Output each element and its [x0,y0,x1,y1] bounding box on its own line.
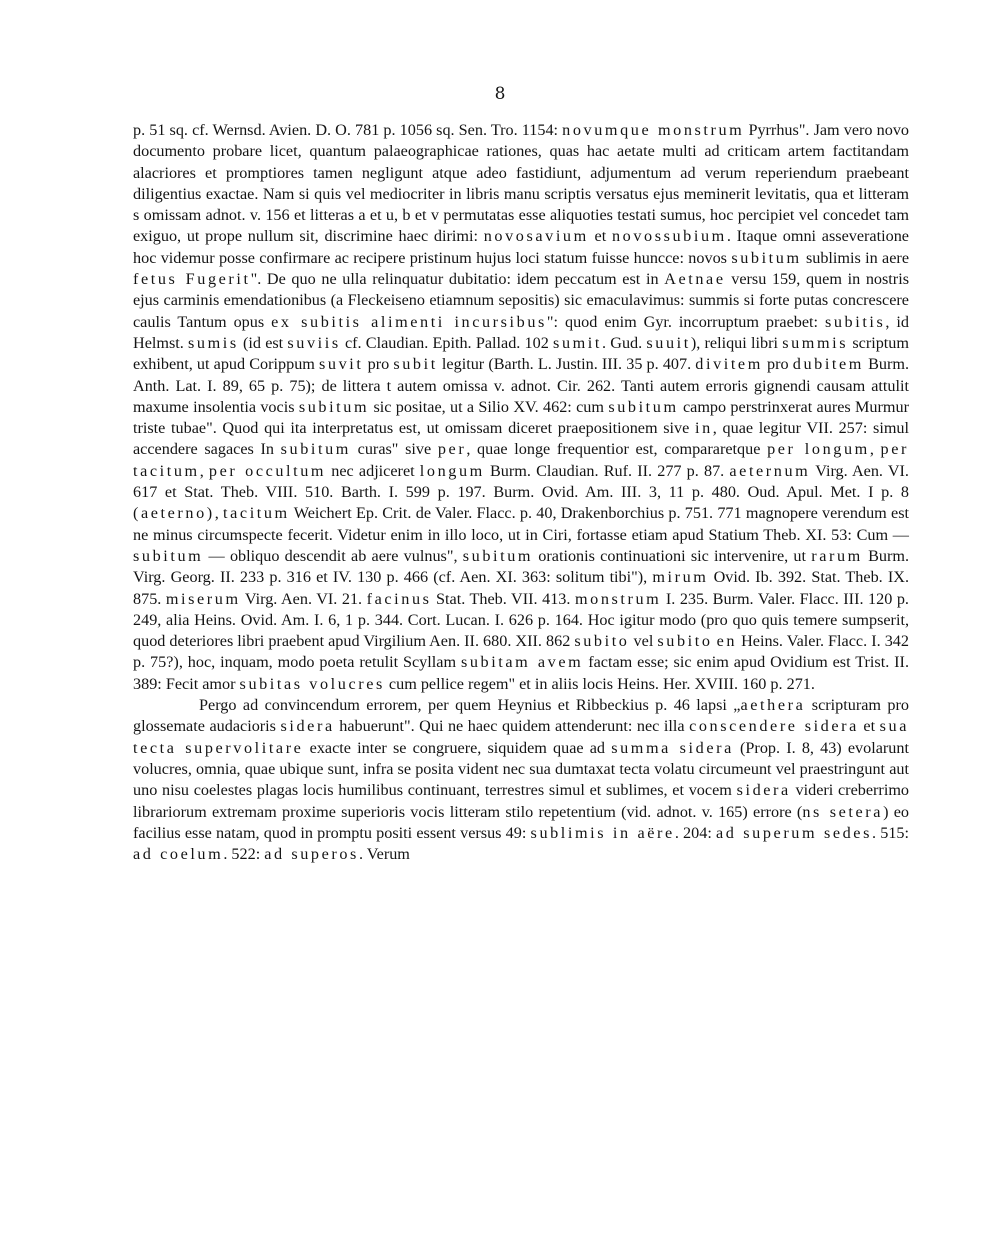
spaced-emphasis: subitum [462,546,534,565]
text-run: ) eo facilius esse natam, quod in promptu positi essent versus 49: [133,802,909,842]
text-run: , [199,461,209,480]
spaced-emphasis: sua tecta supervolitare [133,717,910,757]
text-run: — obliquo descendit ab aere vulnus", [203,546,463,565]
text-run: Virg. Aen. VI. 21. [240,589,367,608]
text-run: Virg. Aen. VI. 617 et Stat. Theb. VIII. 510. Barth. I. 599 p. 197. Burm. Ovid. Am. III. 3, 11 p. 480. Oud. Apul. Met. I p. 8 [133,461,909,502]
spaced-emphasis: en [716,632,738,651]
spaced-emphasis: summis [782,333,849,352]
spaced-emphasis: tacitum [223,504,290,523]
spaced-emphasis: per longum [767,440,870,459]
spaced-emphasis: novumque monstrum [562,121,745,139]
spaced-emphasis: suvit [319,355,364,374]
text-run: , id Helmst. [133,312,910,352]
spaced-emphasis: facinus [366,589,432,608]
spaced-emphasis: novosavium [483,227,589,246]
text-run: , quae longe frequentior est, compararetque [466,440,768,459]
text-run: scriptum exhibent, ut apud Corippum [133,333,909,374]
text-run: videri creberrimo librariorum extremam proxime superioris vocis litteram stilo repetentium (vid. adnot. v. 165) errore ( [133,781,910,821]
spaced-emphasis: sidera [736,781,791,800]
spaced-emphasis: novossubium [611,227,727,246]
text-run: Weichert Ep. Crit. de Valer. Flacc. p. 40, Drakenborchius p. 751. 771 magnopere verendum est ne minus circumspecte fecerit. Videtur enim in illo loco, ut in Ciri, fortasse etiam apud Statium Theb. XI. 53: Cum — [133,504,909,544]
text-run: legitur (Barth. L. Justin. III. 35 p. 407. [437,355,696,374]
text-run: Stat. Theb. VII. 413. [431,589,575,608]
text-run: et [858,717,880,736]
text-run: Pyrrhus". Jam vero novo documento probare licet, quantum palaeographicae rationes, quas hac aetate multi ad criticam artem factitandam alacriores et promptiores tamen negligunt atque adeo fastidiunt, adjumentum ad verum reperiendum praebeant diligentius exactae. Nam si quis vel mediocriter in libris manu scriptis versatus ejus meminerit levitatis, qua et litteram s omissam adnot. v. 156 et litteras a et u, b et v permutatas esse aliquoties testati sumus, hoc percipiet vel concedet tam exiguo, ut prope nullum sit, discrimine haec dirimi: [133,121,910,246]
text-run: curas" sive [350,440,438,459]
text-run: Pergo ad convincendum errorem, per quem Heynius et Ribbeckius p. 46 lapsi „ [199,696,741,715]
text-run: nec adjiceret [326,461,420,480]
text-run: Ovid. Ib. 392. Stat. Theb. IX. 875. [133,568,909,608]
spaced-emphasis: monstrum [574,589,662,608]
spaced-emphasis: summa sidera [611,738,734,757]
paragraph-1 [133,120,909,695]
text-run: Burm. Virg. Georg. II. 233 p. 316 et IV. 130 p. 466 (cf. Aen. XI. 363: solitum tibi"), [133,546,910,587]
spaced-emphasis: Aetnae [664,270,726,289]
text-run: Burm. Anth. Lat. I. 89, 65 p. 75); de littera t autem omissa v. adnot. Cir. 262. Tanti autem erroris gignendi causam attulit maxume insolentia vocis [133,355,910,416]
text-run: ". De quo ne ulla relinquatur dubitatio: idem peccatum est in [250,270,665,289]
text-run: cum pellice regem" et in aliis locis Heins. Her. XVIII. 160 p. 271. [384,674,815,693]
spaced-emphasis: ad superum sedes [716,823,872,842]
spaced-emphasis: suviis [287,333,341,352]
text-run: (Prop. I. 8, 43) evolarunt volucres, omnia, quae ubique sunt, infra se posita vident nec sua dumtaxat tecta volatu circumeunt vel praestringunt aut uno nisu coelestes plagas locis humilibus continuant, terrestres simul et sublimes, et vocem [133,738,909,800]
text-run: . Itaque omni asseveratione hoc videmur posse confirmare ac recipere pristinum hujus loci statum fuisse huncce: novos [133,227,909,267]
page-number: 8 [494,84,506,104]
text-run: et [588,227,612,246]
spaced-emphasis: subitum [731,248,802,267]
text-run: Burm. Claudian. Ruf. II. 277 p. 87. [484,461,730,480]
text-run: , [869,440,881,459]
text-run: (id est [238,333,288,352]
text-run: orationis continuationi sic intervenire, ut [533,546,812,565]
spaced-emphasis: aeternum [729,461,811,480]
text-run: p. 51 sq. cf. Wernsd. Avien. D. O. 781 p. 1056 sq. Sen. Tro. 1154: [133,121,563,139]
spaced-emphasis: aethera [740,696,806,715]
spaced-emphasis: conscendere sidera [689,717,859,736]
spaced-emphasis: dubitem [792,355,864,374]
text-run: exacte inter se congruere, siquidem quae ad [303,738,612,757]
text-run: pro [363,355,394,374]
spaced-emphasis: suuit [646,333,691,352]
spaced-emphasis: subito [657,632,713,651]
text-run: . 522: [223,845,265,864]
spaced-emphasis: sumit [553,333,602,352]
body-text [133,120,909,865]
text-run: sublimis in aere [801,248,909,267]
text-run: vel [629,632,658,651]
spaced-emphasis: sidera [280,717,335,736]
spaced-emphasis: subitis [824,312,886,331]
text-run: , quae legitur VII. 257: simul accendere sagaces In [133,419,909,459]
spaced-emphasis: longum [419,461,485,480]
spaced-emphasis: miserum [165,589,241,608]
text-run: cf. Claudian. Epith. Pallad. 102 [340,333,554,352]
spaced-emphasis: subit [393,355,438,374]
spaced-emphasis: subito [574,632,630,651]
spaced-emphasis: sublimis in aëre [530,823,675,842]
spaced-emphasis: (aeterno) [133,504,215,523]
spaced-emphasis: mirum [652,568,709,587]
paragraph-2 [133,695,909,865]
spaced-emphasis: subitam avem [460,653,584,672]
text-run: habuerunt". Qui ne haec quidem attenderunt: nec illa [334,717,690,736]
text-run: . Gud. [602,333,647,352]
text-run: I. 235. Burm. Valer. Flacc. III. 120 p. 249, alia Heins. Ovid. Am. I. 6, 1 p. 344. Cort. Lucan. I. 626 p. 164. Hoc igitur modo (pro quo quis temere sumpserit, quod deteriores libri praebent apud Virgilium Aen. II. 680. XII. 862 [133,589,909,651]
spaced-emphasis: subitum [280,440,351,459]
spaced-emphasis: per tacitum [133,440,909,480]
text-run: versu 159, quem in nostris ejus carminis emendationibus (a Fleckeiseno etiamnum sepositis) sic emaculavimus: summis si forte putas concrescere caulis Tantum opus [133,270,909,331]
spaced-emphasis: fetus Fugerit [133,270,251,289]
spaced-emphasis: ad superos [264,845,359,864]
text-run: sic positae, ut a Silio XV. 462: cum [369,397,609,416]
spaced-emphasis: rarum [811,546,863,565]
text-run: campo perstrinxerat aures Murmur triste tubae". Quod qui ita interpretatus est, ut omissam diceret praepositionem sive [133,397,909,438]
spaced-emphasis: ad coelum [133,845,224,864]
text-run: ), reliqui libri [690,333,783,352]
text-run: . Verum [358,845,410,864]
spaced-emphasis: in [695,419,713,438]
text-run: Heins. Valer. Flacc. I. 342 p. 75?), hoc, inquam, modo poeta retulit Scyllam [133,632,909,672]
spaced-emphasis: subitum [608,397,679,416]
spaced-emphasis: subitum [133,546,204,565]
text-run: . 515: [871,823,910,842]
text-run: factam esse; sic enim apud Ovidium est Trist. II. 389: Fecit amor [133,653,909,693]
spaced-emphasis: ex subitis alimenti incursibus [271,312,547,331]
spaced-emphasis: sumis [188,333,239,352]
text-run: scripturam pro glossemate audacioris [133,696,909,736]
text-run: pro [762,355,793,374]
spaced-emphasis: divitem [695,355,763,374]
spaced-emphasis: per occultum [208,461,327,480]
text-run: , [214,504,224,523]
spaced-emphasis: ns setera [802,802,884,821]
spaced-emphasis: per [437,440,467,459]
text-run: . 204: [674,823,717,842]
spaced-emphasis: subitas volucres [239,674,385,693]
text-run: ": quod enim Gyr. incorruptum praebet: [546,312,825,331]
spaced-emphasis: subitum [298,397,370,416]
